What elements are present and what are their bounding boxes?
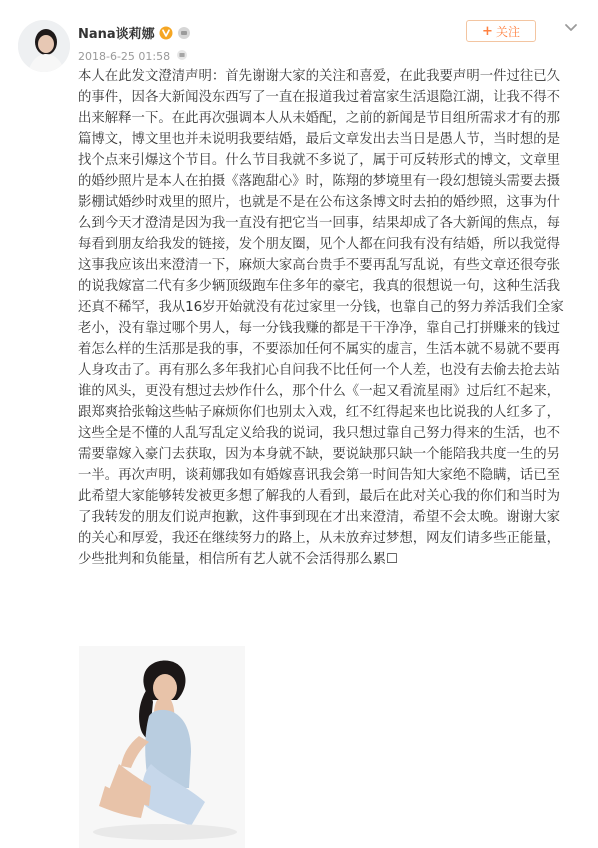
follow-label: 关注 <box>495 24 520 39</box>
chevron-down-icon[interactable] <box>563 19 579 35</box>
level-icon <box>177 26 191 40</box>
follow-button[interactable] <box>466 20 536 42</box>
post-text: 本人在此发文澄清声明：首先谢谢大家的关注和喜爱，在此我要声明一件过往已久的事件，因各大新闻没东西写了一直在报道我过着富家生活退隐江湖，让我不得不出来解释一下。在此再次强调本人从未婚配，之前的新闻是节目组所需求才有的那篇博文，博文里也并未说明我要结婚，最后文章发出去当日是愚人节，当时想的是找个点来引爆这个节目。什么节目我就不多说了，属于可反转形式的博文，文章里的婚纱照片是本人在拍摄《落跑甜心》时，陈翔的梦境里有一段幻想镜头需要去摄影棚试婚纱时戏里的照片，也就是不是在公布这条博文时去拍的婚纱照，这事为什么到今天才澄清是因为我一直没有把它当一回事，结果却成了各大新闻的焦点，每每看到朋友给我发的链接，发个朋友圈，见个人都在问我有没有结婚，所以我觉得这事我应该出来澄清一下，麻烦大家高台贵手不要再乱写乱说，有些文章还很夸张的说我嫁富二代有多少辆顶级跑车住多年的豪宅，我真的很想说一句，这种生活我还真不稀罕，我从16岁开始就没有花过家里一分钱，也靠自己的努力养活我们全家老小，没有靠过哪个男人，每一分钱我赚的都是干干净净，靠自己打拼赚来的钱过着怎么样的生活那是我的事，不要添加任何不属实的虚言，生活本就不易就不要再人身攻击了。再有那么多年我扪心自问我不比任何一个人差，也没有去偷去抢去站谁的风头，更没有想过去炒作什么，那个什么《一起又看流星雨》过后红不起来，跟郑爽拾张翰这些帖子麻烦你们也别太入戏，红不红得起来也比说我的人红多了，这些全是不懂的人乱写乱定义给我的说词，我只想过靠自己努力得来的生活，也不需要靠嫁入豪门去获取，因为本身就不缺，要说缺那只缺一个能陪我共度一生的另一半。再次声明，谈莉娜我如有婚嫁喜讯我会第一时间告知大家绝不隐瞒，话已至此希望大家能够转发被更多想了解我的人看到，最后在此对关心我的你们和当时为了我转发的朋友们说声抱歉，这件事到现在才出来澄清，希望不会太晚。谢谢大家的关心和厚爱，我还在继续努力的路上，从未放弃过梦想，网友们请多些正能量，少些批判和负能量，相信所有艺人就不会活得那么累☐ <box>78 69 564 567</box>
avatar-image <box>18 20 70 72</box>
post-meta <box>78 49 188 64</box>
user-name[interactable]: Nana谈莉娜 <box>78 27 155 42</box>
photo-image <box>79 646 245 848</box>
post-timestamp[interactable]: 2018-6-25 01:58 <box>78 50 171 63</box>
verified-v-icon <box>159 26 173 40</box>
plus-icon: + <box>482 23 493 39</box>
avatar[interactable] <box>18 20 70 72</box>
post-photo[interactable] <box>79 646 245 848</box>
user-name-row <box>78 23 191 42</box>
device-icon <box>176 49 188 64</box>
